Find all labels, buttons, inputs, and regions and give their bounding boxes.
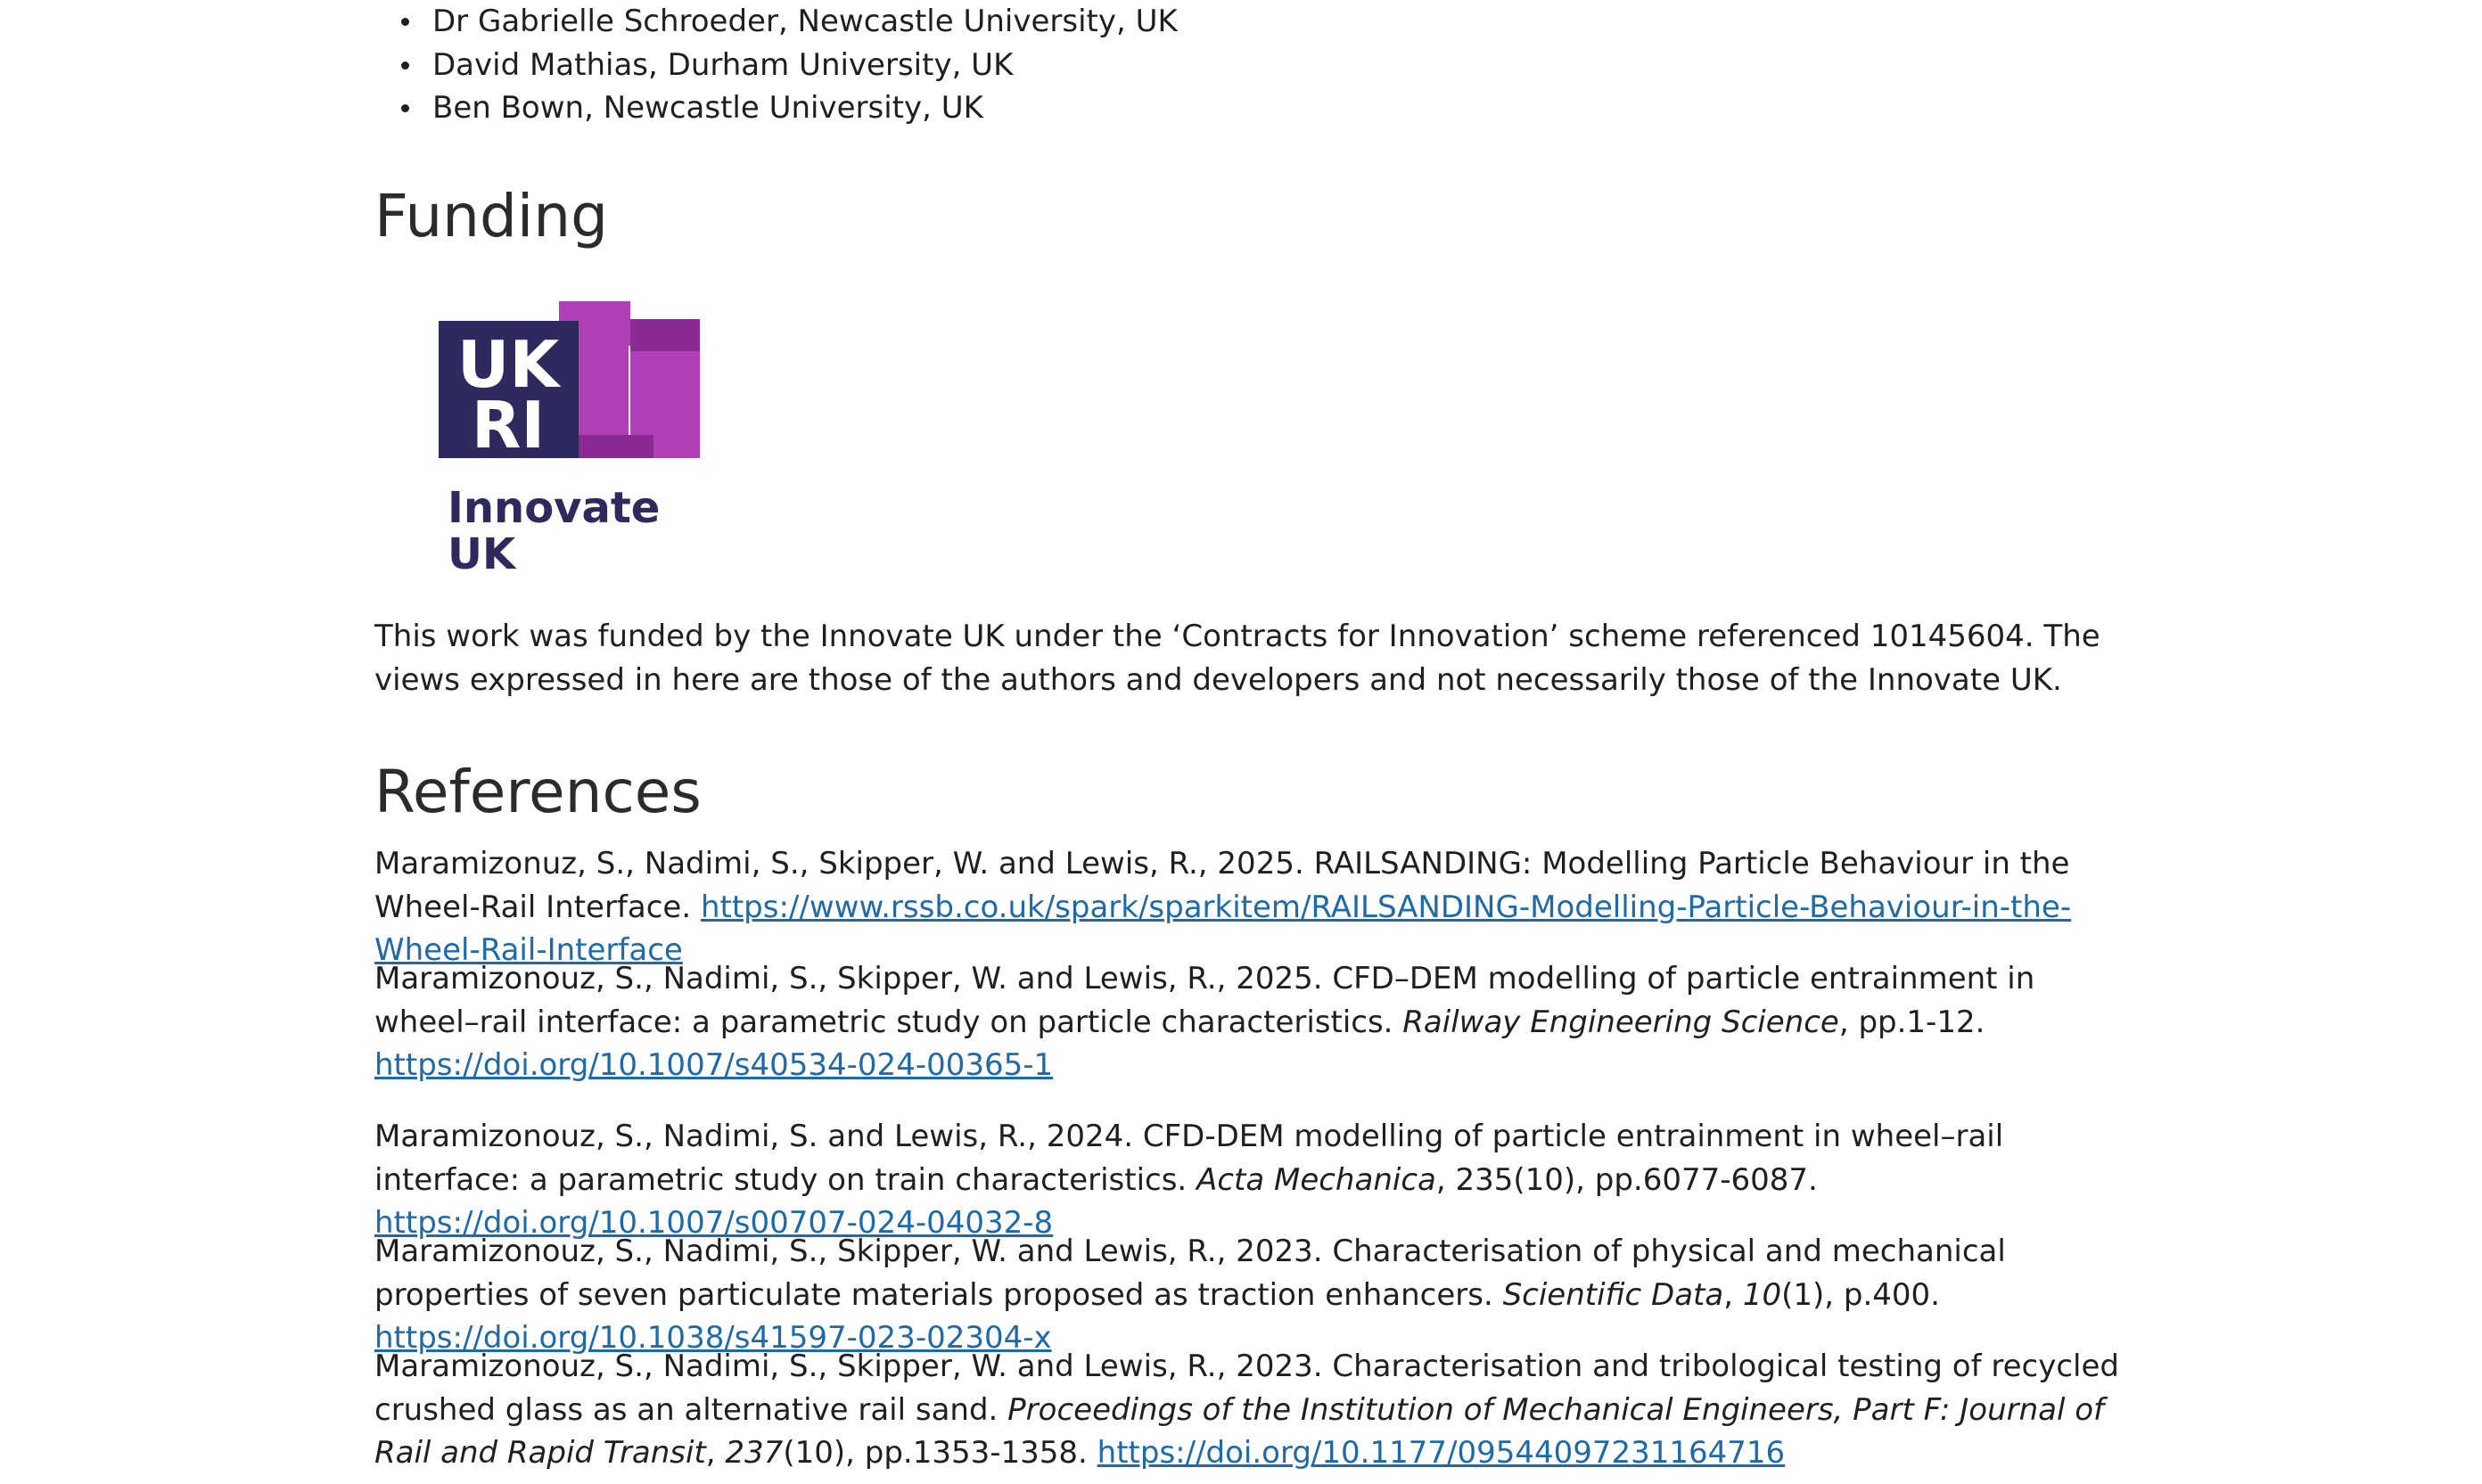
reference-text: Maramizonouz, S., Nadimi, S., Skipper, W. and Lewis, R., 2025. CFD–DEM modelling of particle entrainment in wheel–rail interface: a parametric study on particle characteristics.: [374, 961, 2035, 1040]
svg-text:Innovate: Innovate: [448, 483, 661, 533]
volume-number: 10: [1742, 1276, 1782, 1313]
reference-link[interactable]: https://doi.org/10.1007/s00707-024-04032-8: [374, 1205, 1054, 1241]
reference-item: Maramizonouz, S., Nadimi, S., Skipper, W. and Lewis, R., 2023. Characterisation and tribological testing of recycled crushed glass as an alternative rail sand. Proceedings of the Institution of Mechanical Engineers, Part F: Journal of Rail and Rapid Transit, 237(10), pp.1353-1358. https://doi.org/10.1177/09544097231164716: [374, 1349, 2119, 1471]
reference-details: , 235(10), pp.6077-6087.: [1435, 1161, 1818, 1198]
reference-text: Maramizonouz, S., Nadimi, S., Skipper, W. and Lewis, R., 2023. Characterisation of physical and mechanical properties of seven particulate materials proposed as traction enhancers.: [374, 1234, 2006, 1313]
reference-details: (1), p.400.: [1781, 1276, 1940, 1313]
reference-item: [374, 842, 2122, 972]
svg-text:UK: UK: [448, 529, 516, 579]
reference-link[interactable]: https://doi.org/10.1177/09544097231164716: [1097, 1435, 1786, 1471]
journal-name: Railway Engineering Science: [1402, 1004, 1839, 1040]
journal-name: Scientific Data: [1502, 1276, 1724, 1313]
reference-text: Maramizonuz, S., Nadimi, S., Skipper, W. and Lewis, R., 2025. RAILSANDING: Modelling Particle Behaviour in the Wheel-Rail Interface.: [374, 846, 2070, 925]
list-item: David Mathias, Durham University, UK: [374, 44, 1178, 87]
svg-text:RI: RI: [471, 388, 546, 463]
reference-link[interactable]: https://www.rssb.co.uk/spark/sparkitem/RAILSANDING-Modelling-Particle-Behaviour-in-the-Wheel-Rail-Interface: [374, 889, 2072, 968]
svg-text:UK: UK: [456, 327, 560, 402]
reference-link[interactable]: https://doi.org/10.1007/s40534-024-00365-1: [374, 1047, 1054, 1083]
references-heading: References: [374, 758, 702, 826]
reference-text: Maramizonouz, S., Nadimi, S. and Lewis, R., 2024. CFD-DEM modelling of particle entrainment in wheel–rail interface: a parametric study on train characteristics.: [374, 1119, 2004, 1198]
funding-statement: This work was funded by the Innovate UK under the ‘Contracts for Innovation’ scheme referenced 10145604. The views expressed in here are those of the authors and developers and not necessarily those of the Innovate UK.: [374, 619, 2100, 698]
funding-heading: Funding: [374, 182, 608, 250]
volume-number: 237: [725, 1435, 784, 1471]
reference-item: [374, 957, 2122, 1087]
reference-text: Maramizonouz, S., Nadimi, S., Skipper, W. and Lewis, R., 2023. Characterisation and tribological testing of recycled crushed glass as an alternative rail sand.: [374, 1349, 2119, 1428]
reference-item: [374, 1115, 2122, 1245]
list-item: Ben Bown, Newcastle University, UK: [374, 86, 1178, 130]
reference-details: , pp.1-12.: [1838, 1004, 1985, 1040]
author-list: [374, 0, 1178, 130]
reference-item: Maramizonouz, S., Nadimi, S., Skipper, W. and Lewis, R., 2023. Characterisation of physical and mechanical properties of seven particulate materials proposed as traction enhancers. Scientific Data, 10(1), p.400. https://doi.org/10.1038/s41597-023-02304-x: [374, 1234, 2006, 1356]
reference-details: (10), pp.1353-1358.: [783, 1435, 1097, 1471]
journal-name: Acta Mechanica: [1196, 1161, 1436, 1198]
innovate-uk-logo: [419, 294, 731, 588]
list-item: Dr Gabrielle Schroeder, Newcastle University, UK: [374, 0, 1178, 44]
journal-name: Proceedings of the Institution of Mechanical Engineers, Part F: Journal of Rail and Rapid Transit: [374, 1391, 2104, 1471]
reference-link[interactable]: https://doi.org/10.1038/s41597-023-02304-x: [374, 1320, 1052, 1356]
